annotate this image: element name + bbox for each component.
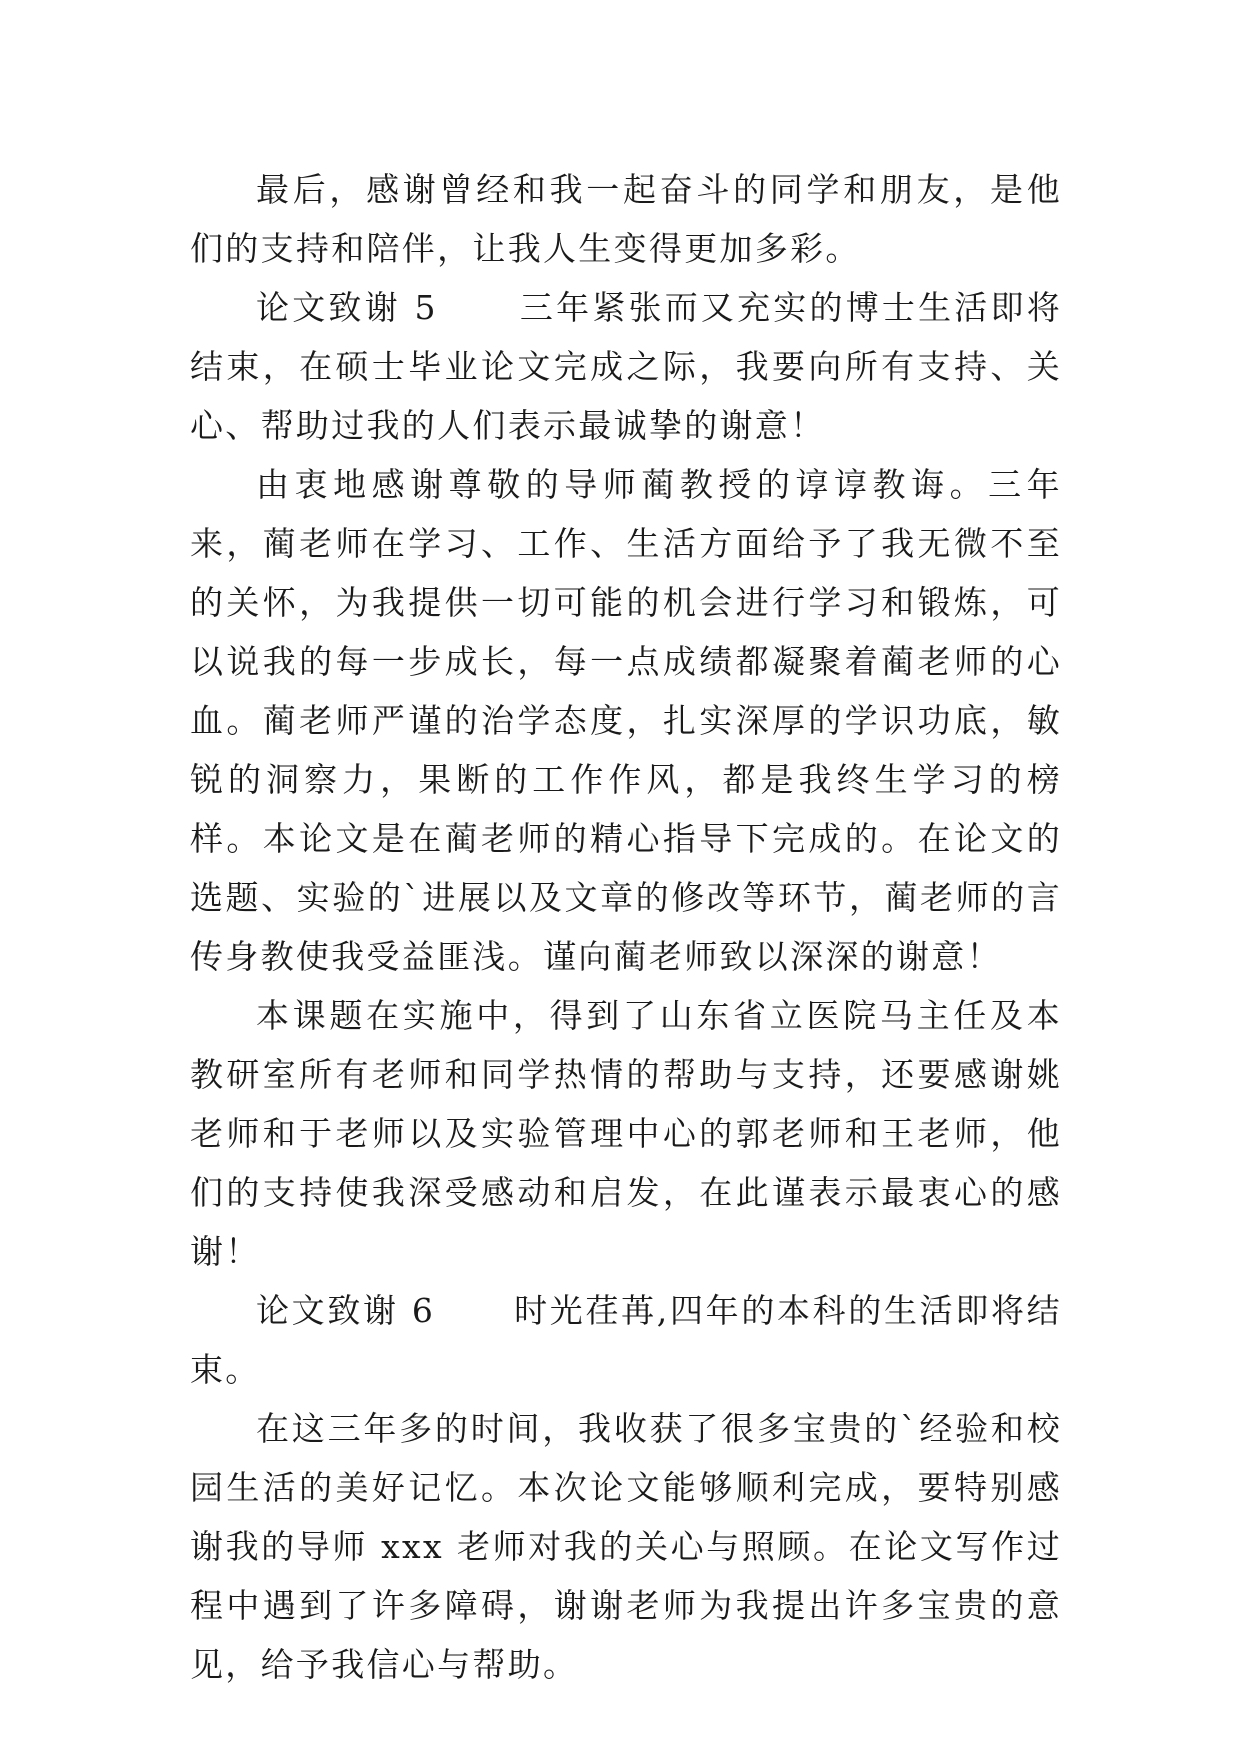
paragraph-text: 三年紧张而又充实的博士生活即将结束，在硕士毕业论文完成之际，我要向所有支持、关心、帮助过我的人们表示最诚挚的谢意！ [190,288,1062,445]
paragraph-section-6 [190,1281,1062,1399]
paragraph-text: 由衷地感谢尊敬的导师蔺教授的谆谆教诲。三年来，蔺老师在学习、工作、生活方面给予了我无微不至的关怀，为我提供一切可能的机会进行学习和锻炼，可以说我的每一步成长，每一点成绩都凝聚着蔺老师的心血。蔺老师严谨的治学态度，扎实深厚的学识功底，敏锐的洞察力，果断的工作作风，都是我终生学习的榜样。本论文是在蔺老师的精心指导下完成的。在论文的选题、实验的`进展以及文章的修改等环节，蔺老师的言传身教使我受益匪浅。谨向蔺老师致以深深的谢意！ [190,465,1062,976]
section-heading: 论文致谢 5 [256,288,438,327]
paragraph-text: 最后，感谢曾经和我一起奋斗的同学和朋友，是他们的支持和陪伴，让我人生变得更加多彩。 [190,170,1062,268]
paragraph-final-thanks [190,1399,1062,1694]
paragraph-section-5 [190,278,1062,455]
paragraph-text: 时光荏苒,四年的本科的生活即将结束。 [190,1291,1062,1389]
document-body [190,160,1062,1694]
section-heading: 论文致谢 6 [256,1291,436,1330]
paragraph-text: 在这三年多的时间，我收获了很多宝贵的`经验和校园生活的美好记忆。本次论文能够顺利完成，要特别感谢我的导师 xxx 老师对我的关心与照顾。在论文写作过程中遇到了许多障碍，谢谢老师为我提出许多宝贵的意见，给予我信心与帮助。 [190,1409,1062,1684]
paragraph-supervisor-thanks [190,455,1062,986]
paragraph-closing-thanks [190,160,1062,278]
paragraph-text: 本课题在实施中，得到了山东省立医院马主任及本教研室所有老师和同学热情的帮助与支持，还要感谢姚老师和于老师以及实验管理中心的郭老师和王老师，他们的支持使我深受感动和启发，在此谨表示最衷心的感谢！ [190,996,1062,1271]
paragraph-project-thanks [190,986,1062,1281]
